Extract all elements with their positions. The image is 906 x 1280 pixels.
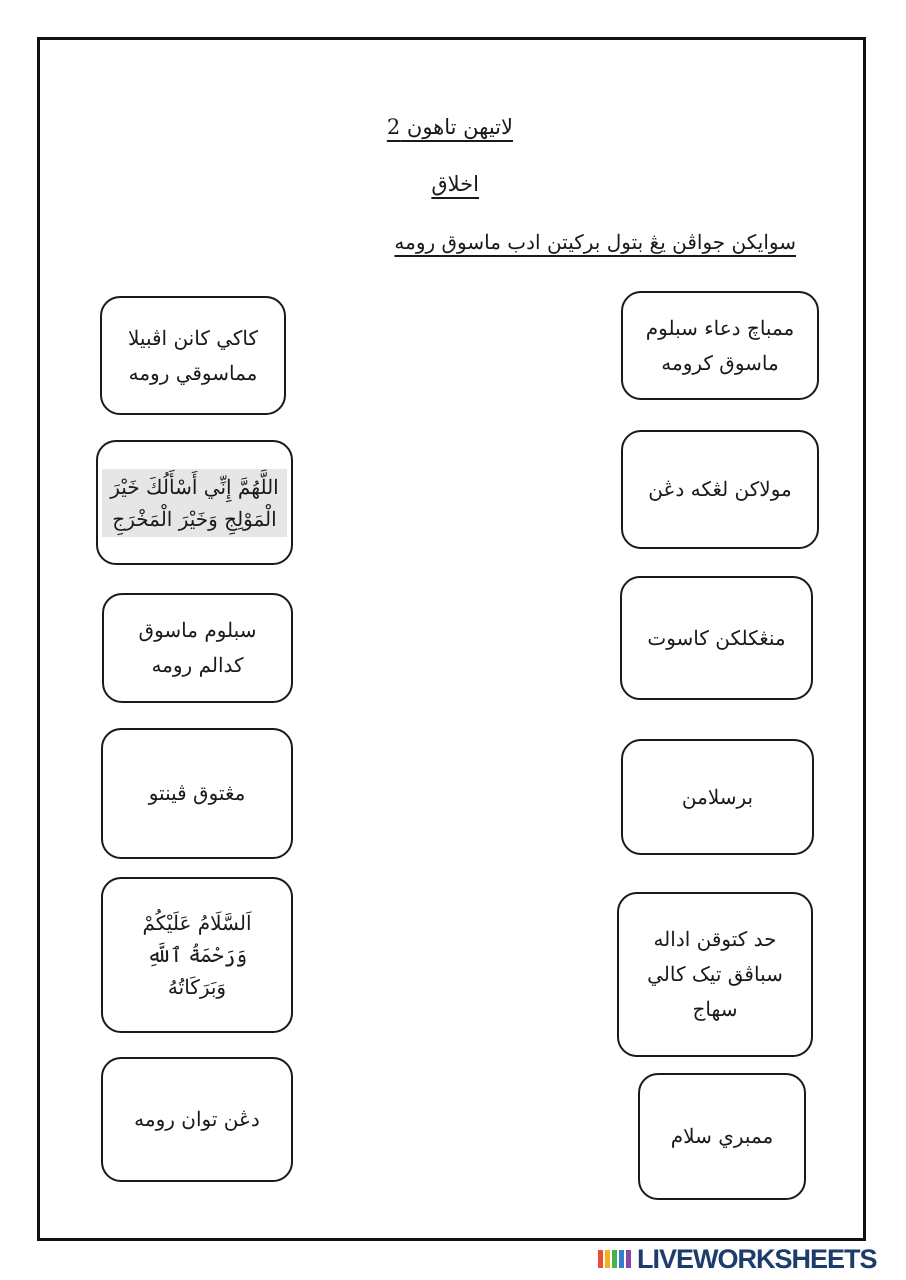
card-line: ممباچ دعاء سبلوم (645, 315, 795, 340)
left-card-5[interactable] (101, 877, 293, 1033)
left-card-2[interactable] (96, 440, 293, 565)
worksheet-instruction: سوايكن جواڤن يڠ بتول برکيتن ادب ماسوق رومه (394, 230, 796, 254)
card-line: وَبَرَكَاتُهُ (167, 975, 227, 999)
card-line: الْمَوْلِجِ وَخَيْرَ الْمَخْرَجِ (112, 506, 277, 531)
worksheet-subject: اخلاق (431, 172, 479, 196)
card-line: كدالم رومه (151, 653, 244, 677)
card-line: اَلسَّلَامُ عَلَيْكُمْ (142, 911, 252, 935)
card-line: اللَّهُمَّ إِنِّي أَسْأَلُكَ خَيْرَ (110, 474, 279, 499)
card-line: حد کتوقن اداله (653, 927, 777, 951)
card-line: مڠتوق ڤينتو (148, 781, 246, 805)
card-line: مماسوقي رومه (128, 360, 258, 385)
card-line: وَرَحْمَةُ ٱللَّهِ (146, 943, 248, 967)
card-line: ماسوق کرومه (661, 350, 779, 375)
right-card-5[interactable] (617, 892, 813, 1057)
card-line: سهاج (692, 997, 738, 1021)
logo-bars-icon (598, 1250, 631, 1268)
doa-text-block (102, 469, 286, 537)
brand-text: LIVEWORKSHEETS (637, 1243, 877, 1274)
card-line: مولاکن لڠکه دڠن (648, 477, 792, 501)
card-line: سباڤق تيک کالي (647, 962, 783, 986)
right-card-4[interactable] (621, 739, 814, 855)
worksheet-title: لاتيهن تاهون 2 (386, 115, 513, 139)
right-card-1[interactable] (621, 291, 819, 400)
left-card-3[interactable] (102, 593, 293, 703)
logo-bar (612, 1250, 617, 1268)
logo-bar (619, 1250, 624, 1268)
liveworksheets-logo (598, 1244, 877, 1274)
right-card-2[interactable] (621, 430, 819, 549)
left-card-6[interactable] (101, 1057, 293, 1182)
card-line: سبلوم ماسوق (138, 618, 257, 642)
left-card-1[interactable] (100, 296, 286, 415)
logo-bar (626, 1250, 631, 1268)
card-line: برسلامن (681, 784, 754, 809)
logo-bar (605, 1250, 610, 1268)
card-line: دڠن توان رومه (134, 1107, 260, 1131)
right-card-6[interactable] (638, 1073, 806, 1200)
right-card-3[interactable] (620, 576, 813, 700)
card-line: كاكي كانن اڤبيلا (127, 325, 259, 350)
card-line: منڠکلکن کاسوت (647, 625, 786, 650)
logo-bar (598, 1250, 603, 1268)
card-line: ممبري سلام (670, 1124, 774, 1148)
left-card-4[interactable] (101, 728, 293, 859)
